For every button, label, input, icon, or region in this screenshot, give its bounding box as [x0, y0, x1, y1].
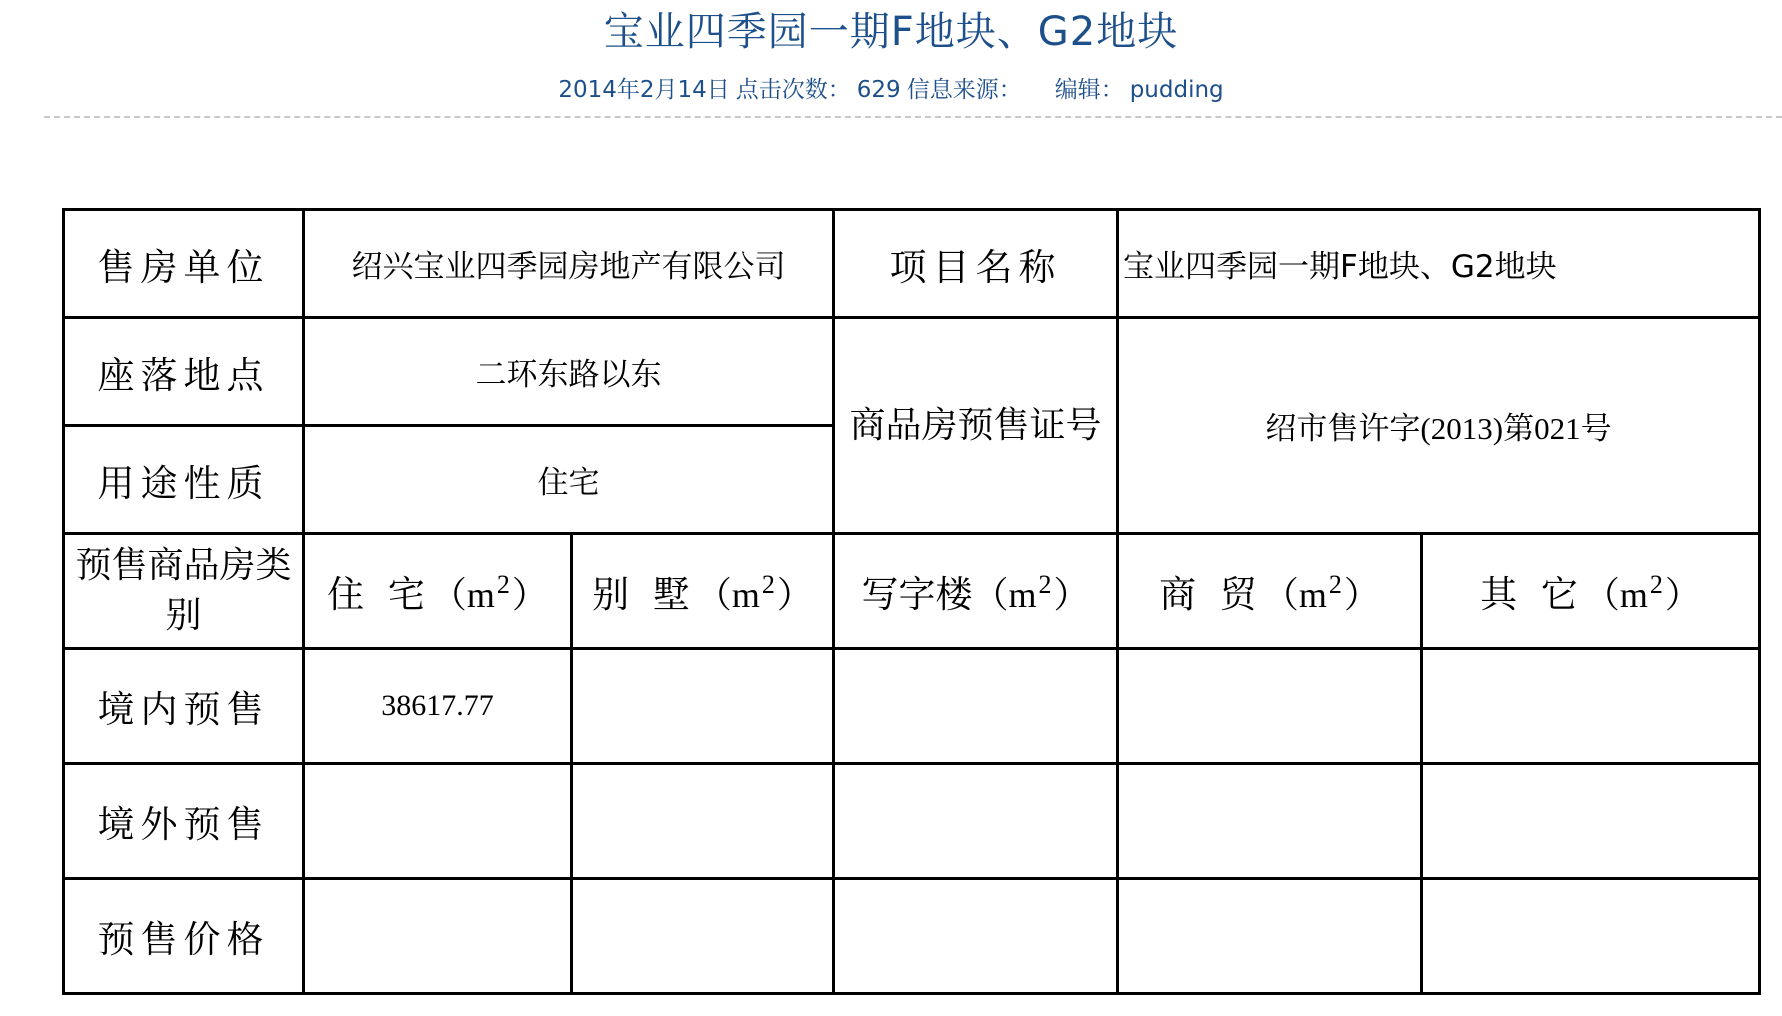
table-cell: 38617.77	[304, 649, 572, 764]
table-row	[64, 649, 1760, 764]
table-cell	[834, 764, 1118, 879]
seller-value[interactable]: 绍兴宝业四季园房地产有限公司	[304, 210, 834, 318]
unit-close: ）	[1343, 575, 1380, 615]
category-name: 其 它	[1480, 573, 1584, 616]
table-cell	[834, 649, 1118, 764]
unit-close: ）	[776, 575, 813, 615]
table-cell	[304, 879, 572, 994]
article-date: 2014年2月14日	[558, 77, 730, 103]
unit-open: （m	[695, 575, 760, 615]
editor-label: 编辑：	[1054, 77, 1124, 103]
category-header	[834, 534, 1118, 649]
permit-value: 绍市售许字(2013)第021号	[1118, 318, 1760, 534]
row-label: 境内预售	[64, 649, 304, 764]
presale-info-table	[62, 208, 1761, 995]
unit-open: （m	[1262, 575, 1327, 615]
location-value: 二环东路以东	[304, 318, 834, 426]
table-cell	[1422, 879, 1760, 994]
table-row	[64, 318, 1760, 426]
unit-open: （m	[1583, 575, 1648, 615]
table-cell	[1118, 649, 1422, 764]
category-header	[304, 534, 572, 649]
table-cell	[572, 764, 834, 879]
unit-sup: 2	[1328, 570, 1342, 599]
unit-sup: 2	[1649, 570, 1663, 599]
unit-sup: 2	[1038, 570, 1052, 599]
table-cell	[304, 764, 572, 879]
unit-sup: 2	[761, 570, 775, 599]
category-header	[572, 534, 834, 649]
location-label: 座落地点	[64, 318, 304, 426]
table-row	[64, 879, 1760, 994]
table-cell	[572, 879, 834, 994]
project-value[interactable]: 宝业四季园一期F地块、G2地块	[1118, 210, 1760, 318]
seller-label: 售房单位	[64, 210, 304, 318]
table-row	[64, 210, 1760, 318]
unit-open: （m	[430, 575, 495, 615]
permit-label: 商品房预售证号	[834, 318, 1118, 534]
row-label: 预售价格	[64, 879, 304, 994]
table-cell	[572, 649, 834, 764]
category-name: 写字楼	[861, 573, 973, 616]
category-name: 别 墅	[592, 573, 696, 616]
usage-label: 用途性质	[64, 426, 304, 534]
article-meta	[0, 74, 1782, 106]
article-title: 宝业四季园一期F地块、G2地块	[603, 9, 1179, 55]
category-label: 预售商品房类别	[64, 534, 304, 649]
table-cell	[1118, 764, 1422, 879]
clicks-label: 点击次数：	[735, 77, 851, 103]
unit-close: ）	[1053, 575, 1090, 615]
category-header	[1118, 534, 1422, 649]
unit-close: ）	[511, 575, 548, 615]
table-cell	[1422, 649, 1760, 764]
category-header	[1422, 534, 1760, 649]
project-label: 项目名称	[834, 210, 1118, 318]
table-row	[64, 764, 1760, 879]
table-cell	[1422, 764, 1760, 879]
unit-close: ）	[1664, 575, 1701, 615]
category-name: 商 贸	[1159, 573, 1263, 616]
table-cell	[834, 879, 1118, 994]
clicks-count: 629	[856, 77, 901, 103]
unit-open: （m	[972, 575, 1037, 615]
source-label: 信息来源：	[906, 77, 1022, 103]
unit-sup: 2	[496, 570, 510, 599]
table-cell	[1118, 879, 1422, 994]
divider	[44, 116, 1782, 118]
usage-value: 住宅	[304, 426, 834, 534]
category-name: 住 宅	[327, 573, 431, 616]
row-label: 境外预售	[64, 764, 304, 879]
table-row	[64, 534, 1760, 649]
editor-name: pudding	[1129, 77, 1224, 103]
